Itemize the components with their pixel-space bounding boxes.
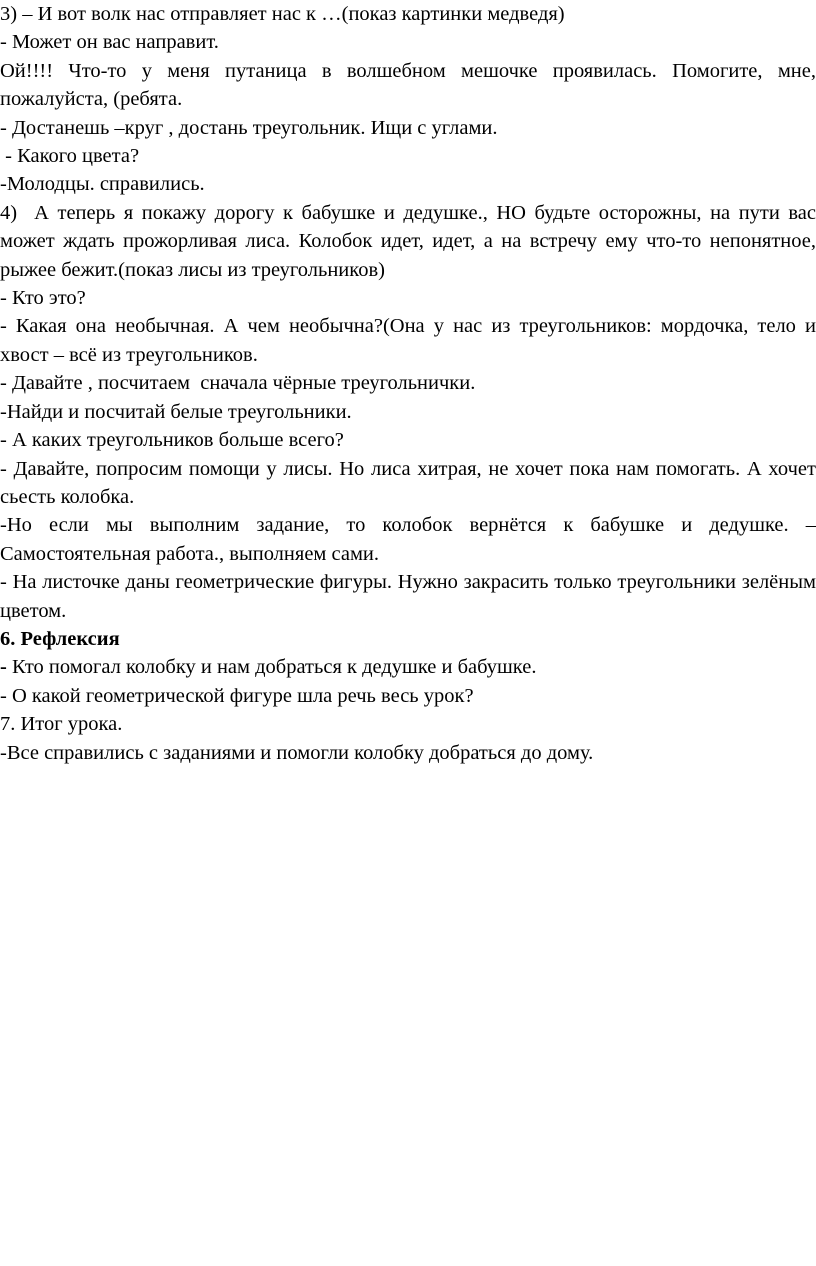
paragraph-line: -Но если мы выполним задание, то колобок вернётся к бабушке и дедушке. – Самостоятельная работа., выполняем сами. <box>0 514 816 565</box>
section-heading-reflection: 6. Рефлексия <box>0 627 120 650</box>
paragraph-line: -Найди и посчитай белые треугольники. <box>0 400 352 423</box>
dash-marker: - <box>0 656 12 679</box>
paragraph-step-4: 4) А теперь я покажу дорогу к бабушке и дедушке., НО будьте осторожны, на пути вас может ждать прожорливая лиса. Колобок идет, идет, а на встречу ему что-то непонятное, рыжее бежит.(показ лисы из треугольников) <box>0 201 816 281</box>
paragraph-line: - Давайте, попросим помощи у лисы. Но лиса хитрая, не хочет пока нам помогать. А хочет сьесть колобка. <box>0 457 816 508</box>
paragraph-text: Кто помогал колобку и нам добраться к дедушке и бабушке. <box>11 656 537 679</box>
paragraph-line <box>0 653 816 681</box>
paragraph-line: - Какая она необычная. А чем необычна?(Она у нас из треугольников: мордочка, тело и хвост – всё из треугольников. <box>0 315 816 366</box>
paragraph-line: - А каких треугольников больше всего? <box>0 429 344 452</box>
paragraph-step-3: 3) – И вот волк нас отправляет нас к …(показ картинки медведя) <box>0 3 565 25</box>
paragraph-line: -Все справились с заданиями и помогли колобку добраться до дому. <box>0 741 594 764</box>
paragraph-line: - Достанешь –круг , достань треугольник. Ищи с углами. <box>0 116 498 139</box>
section-heading-summary: 7. Итог урока. <box>0 713 123 736</box>
paragraph-line: -Молодцы. справились. <box>0 173 205 196</box>
paragraph-line: - Может он вас направит. <box>0 31 219 54</box>
paragraph-line: - Какого цвета? <box>0 145 140 168</box>
paragraph-line: Ой!!!! Что-то у меня путаница в волшебном мешочке проявилась. Помогите, мне, пожалуйста, (ребята. <box>0 59 816 111</box>
paragraph-line: - О какой геометрической фигуре шла речь весь урок? <box>0 684 474 707</box>
paragraph-line: - Давайте , посчитаем сначала чёрные треугольнички. <box>0 372 476 395</box>
paragraph-line: - Кто это? <box>0 287 86 310</box>
paragraph-line: - На листочке даны геометрические фигуры. Нужно закрасить только треугольники зелёным цветом. <box>0 571 816 622</box>
